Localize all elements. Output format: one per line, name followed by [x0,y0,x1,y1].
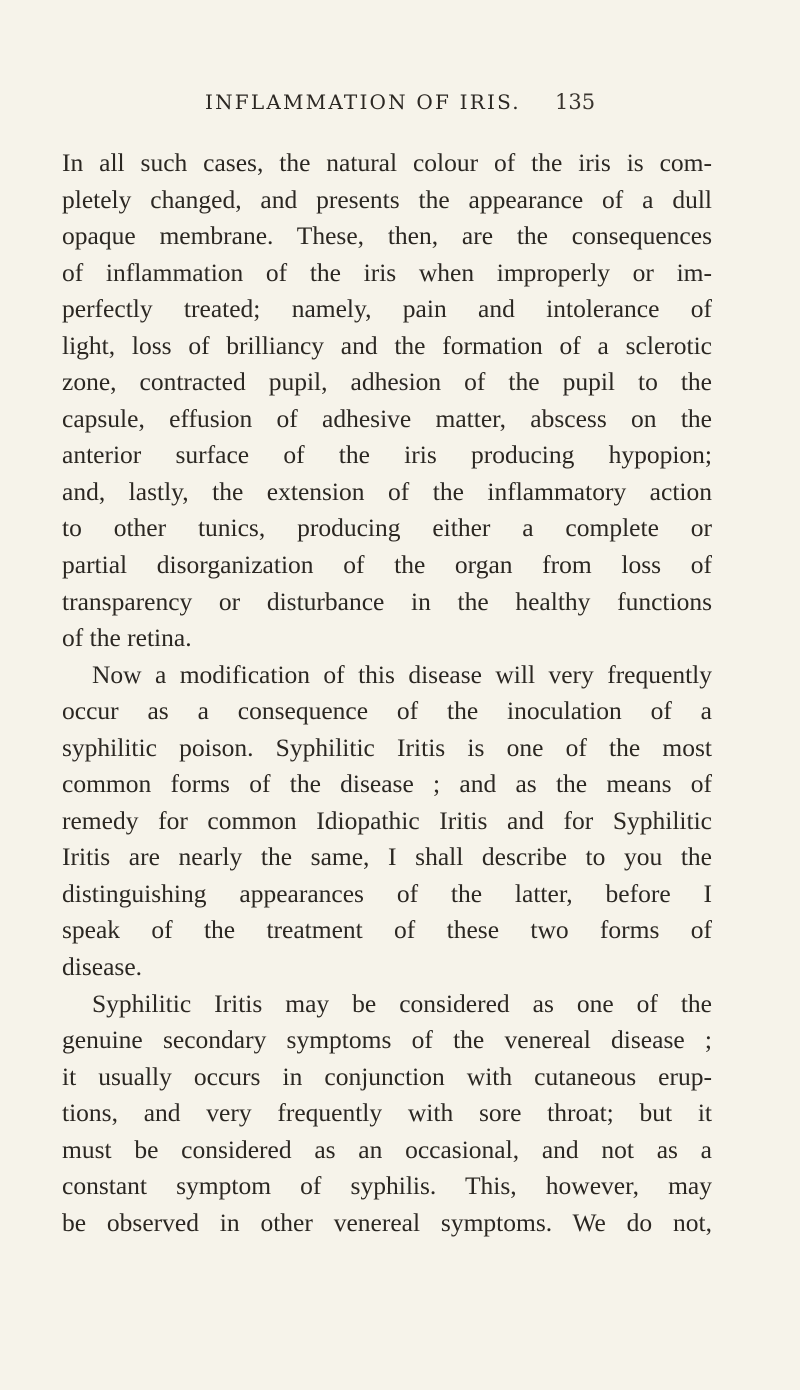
text-line: of inflammation of the iris when improperly or im- [62,257,712,287]
body-text [62,145,712,1241]
text-line: transparency or disturbance in the healthy functions [62,586,712,616]
text-line: remedy for common Idiopathic Iritis and for Syphilitic [62,805,712,835]
text-line: constant symptom of syphilis. This, however, may [62,1171,712,1201]
page-number: 135 [555,90,596,114]
text-line: common forms of the disease ; and as the means of [62,769,712,799]
text-line: must be considered as an occasional, and not as a [62,1134,712,1164]
text-line: tions, and very frequently with sore throat; but it [62,1098,712,1128]
text-line: anterior surface of the iris producing hypopion; [62,440,712,470]
text-line: disease. [62,952,143,982]
text-line: Now a modification of this disease will very frequently [92,659,712,689]
text-line: Syphilitic Iritis may be considered as one of the [92,988,712,1018]
running-head [0,90,800,130]
text-line: it usually occurs in conjunction with cutaneous erup- [62,1061,712,1091]
text-line: capsule, effusion of adhesive matter, abscess on the [62,403,712,433]
text-line: Iritis are nearly the same, I shall describe to you the [62,842,712,872]
text-line: of the retina. [62,623,192,653]
text-line: light, loss of brilliancy and the formation of a sclerotic [62,330,712,360]
text-line: to other tunics, producing either a complete or [62,513,712,543]
running-title: INFLAMMATION OF IRIS. [205,90,521,114]
text-line: distinguishing appearances of the latter, before I [62,878,712,908]
text-line: pletely changed, and presents the appearance of a dull [62,184,712,214]
text-line: perfectly treated; namely, pain and intolerance of [62,294,712,324]
text-line: genuine secondary symptoms of the venereal disease ; [62,1025,712,1055]
text-line: speak of the treatment of these two forms of [62,915,712,945]
text-line: be observed in other venereal symptoms. We do not, [62,1207,712,1237]
text-line: opaque membrane. These, then, are the consequences [62,221,712,251]
text-line: and, lastly, the extension of the inflammatory action [62,476,712,506]
text-line: partial disorganization of the organ from loss of [62,550,712,580]
text-line: In all such cases, the natural colour of the iris is com- [62,148,712,177]
text-line: occur as a consequence of the inoculation of a [62,696,712,726]
text-line: syphilitic poison. Syphilitic Iritis is one of the most [62,732,712,762]
text-line: zone, contracted pupil, adhesion of the pupil to the [62,367,712,397]
